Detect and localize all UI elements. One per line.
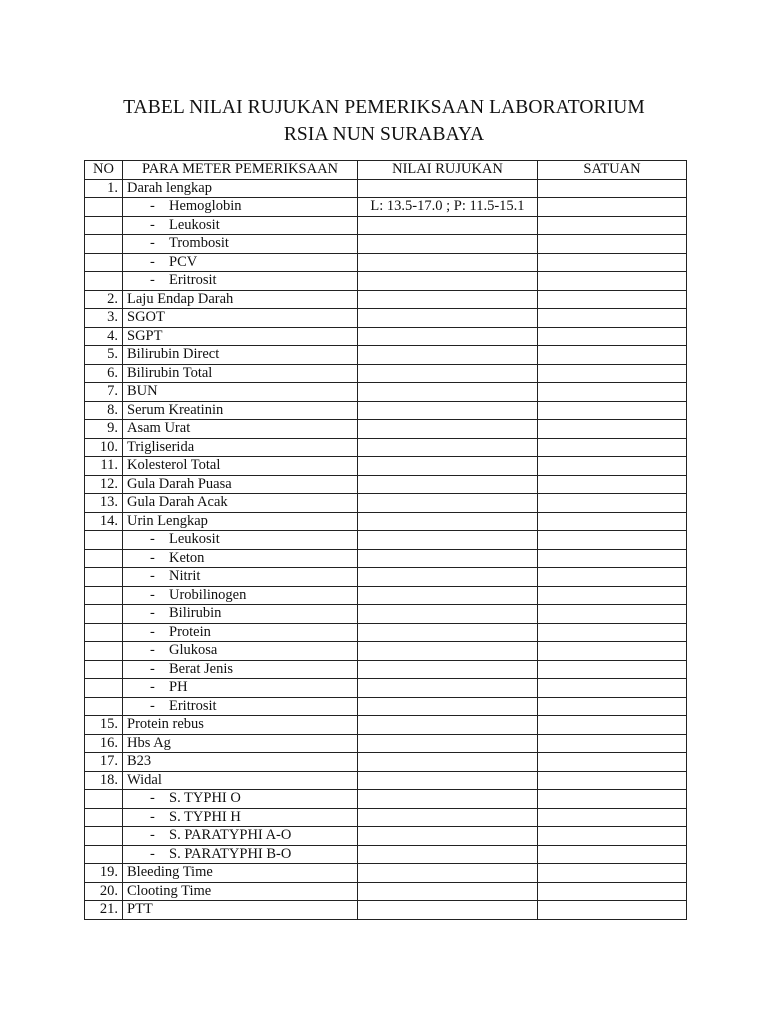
cell-satuan [538,697,687,716]
table-row [85,309,687,328]
cell-no: 16. [85,734,123,753]
cell-nilai-rujukan [358,771,538,790]
parameter-label: Keton [169,549,205,566]
parameter-label: Urobilinogen [169,586,247,603]
sub-item-dash: - [150,679,155,696]
cell-nilai-rujukan [358,438,538,457]
table-row [85,457,687,476]
cell-no: 14. [85,512,123,531]
cell-no [85,549,123,568]
sub-item-dash: - [150,586,155,603]
cell-satuan [538,290,687,309]
table-body [85,179,687,919]
cell-no [85,642,123,661]
table-row [85,420,687,439]
cell-satuan [538,327,687,346]
parameter-label: SGPT [127,327,163,344]
cell-nilai-rujukan [358,346,538,365]
table-row [85,808,687,827]
cell-no: 9. [85,420,123,439]
cell-satuan [538,531,687,550]
cell-parameter [123,660,358,679]
cell-nilai-rujukan [358,549,538,568]
table-row [85,771,687,790]
cell-satuan [538,901,687,920]
cell-no: 20. [85,882,123,901]
parameter-label: Trigliserida [127,438,195,455]
table-row [85,827,687,846]
cell-no [85,568,123,587]
table-row [85,383,687,402]
cell-no [85,697,123,716]
table-row [85,272,687,291]
cell-no: 1. [85,179,123,198]
table-row [85,549,687,568]
cell-nilai-rujukan [358,586,538,605]
cell-satuan [538,383,687,402]
cell-nilai-rujukan [358,864,538,883]
cell-nilai-rujukan [358,679,538,698]
cell-no: 6. [85,364,123,383]
table-row [85,753,687,772]
cell-parameter [123,864,358,883]
cell-no: 21. [85,901,123,920]
cell-satuan [538,457,687,476]
table-row [85,531,687,550]
parameter-label: Asam Urat [127,420,191,437]
sub-item-dash: - [150,642,155,659]
table-row [85,512,687,531]
table-row [85,327,687,346]
sub-item-dash: - [150,272,155,289]
table-row [85,235,687,254]
cell-parameter [123,253,358,272]
cell-nilai-rujukan [358,790,538,809]
table-row [85,864,687,883]
sub-item-dash: - [150,697,155,714]
cell-parameter [123,827,358,846]
cell-parameter [123,790,358,809]
cell-satuan [538,272,687,291]
parameter-label: Widal [127,771,162,788]
parameter-label: Laju Endap Darah [127,290,234,307]
cell-satuan [538,753,687,772]
header-nilai-rujukan: NILAI RUJUKAN [358,161,538,180]
cell-satuan [538,512,687,531]
cell-no [85,216,123,235]
cell-satuan [538,864,687,883]
cell-parameter [123,882,358,901]
parameter-label: SGOT [127,309,165,326]
cell-satuan [538,235,687,254]
cell-parameter [123,605,358,624]
table-row [85,845,687,864]
cell-satuan [538,642,687,661]
page-title [0,94,768,148]
cell-satuan [538,549,687,568]
sub-item-dash: - [150,216,155,233]
cell-parameter [123,845,358,864]
parameter-label: Gula Darah Acak [127,494,228,511]
cell-nilai-rujukan [358,642,538,661]
parameter-label: Protein rebus [127,716,204,733]
sub-item-dash: - [150,198,155,215]
cell-satuan [538,679,687,698]
cell-no: 11. [85,457,123,476]
table-row [85,790,687,809]
table-row [85,198,687,217]
cell-parameter [123,457,358,476]
cell-nilai-rujukan [358,827,538,846]
cell-parameter [123,290,358,309]
parameter-label: Nitrit [169,568,201,585]
cell-parameter [123,623,358,642]
sub-item-dash: - [150,531,155,548]
cell-parameter [123,771,358,790]
cell-parameter [123,198,358,217]
table-row [85,401,687,420]
cell-nilai-rujukan [358,364,538,383]
parameter-label: Glukosa [169,642,218,659]
cell-no: 2. [85,290,123,309]
cell-satuan [538,623,687,642]
cell-satuan [538,309,687,328]
cell-nilai-rujukan: L: 13.5-17.0 ; P: 11.5-15.1 [358,198,538,217]
cell-nilai-rujukan [358,901,538,920]
sub-item-dash: - [150,660,155,677]
cell-satuan [538,882,687,901]
parameter-label: Bilirubin Total [127,364,213,381]
cell-nilai-rujukan [358,660,538,679]
cell-nilai-rujukan [358,290,538,309]
cell-parameter [123,549,358,568]
parameter-label: S. TYPHI H [169,808,241,825]
cell-no [85,272,123,291]
title-line-2: RSIA NUN SURABAYA [283,124,485,145]
parameter-label: Bilirubin Direct [127,346,220,363]
cell-parameter [123,179,358,198]
parameter-label: Leukosit [169,531,220,548]
cell-nilai-rujukan [358,475,538,494]
cell-nilai-rujukan [358,808,538,827]
cell-nilai-rujukan [358,327,538,346]
cell-no [85,235,123,254]
parameter-label: Berat Jenis [169,660,234,677]
cell-parameter [123,327,358,346]
table-row [85,438,687,457]
table-row [85,290,687,309]
parameter-label: Hemoglobin [169,198,242,215]
cell-nilai-rujukan [358,235,538,254]
sub-item-dash: - [150,790,155,807]
cell-satuan [538,790,687,809]
cell-satuan [538,179,687,198]
cell-no: 15. [85,716,123,735]
parameter-label: Kolesterol Total [127,457,221,474]
parameter-label: S. PARATYPHI A-O [169,827,292,844]
parameter-label: Clooting Time [127,882,212,899]
table-row [85,586,687,605]
parameter-label: PTT [127,901,153,918]
cell-no: 4. [85,327,123,346]
sub-item-dash: - [150,235,155,252]
cell-no: 7. [85,383,123,402]
cell-parameter [123,512,358,531]
cell-parameter [123,364,358,383]
table-row [85,346,687,365]
sub-item-dash: - [150,827,155,844]
cell-parameter [123,216,358,235]
cell-satuan [538,827,687,846]
cell-no: 18. [85,771,123,790]
cell-satuan [538,438,687,457]
table-row [85,716,687,735]
parameter-label: BUN [127,383,158,400]
cell-satuan [538,660,687,679]
cell-satuan [538,420,687,439]
cell-satuan [538,198,687,217]
cell-nilai-rujukan [358,734,538,753]
cell-parameter [123,734,358,753]
parameter-label: Bleeding Time [127,864,213,881]
cell-satuan [538,586,687,605]
cell-parameter [123,438,358,457]
sub-item-dash: - [150,253,155,270]
cell-nilai-rujukan [358,179,538,198]
cell-parameter [123,401,358,420]
cell-no: 3. [85,309,123,328]
cell-no [85,253,123,272]
parameter-label: Serum Kreatinin [127,401,224,418]
parameter-label: Eritrosit [169,697,217,714]
cell-satuan [538,475,687,494]
cell-satuan [538,771,687,790]
table-row [85,734,687,753]
sub-item-dash: - [150,549,155,566]
cell-parameter [123,420,358,439]
cell-parameter [123,716,358,735]
cell-nilai-rujukan [358,753,538,772]
table-row [85,882,687,901]
table-row [85,642,687,661]
parameter-label: Leukosit [169,216,220,233]
table-row [85,605,687,624]
cell-satuan [538,494,687,513]
cell-parameter [123,383,358,402]
parameter-label: S. TYPHI O [169,790,241,807]
table-row [85,253,687,272]
cell-no [85,660,123,679]
cell-nilai-rujukan [358,845,538,864]
table-row [85,679,687,698]
cell-parameter [123,901,358,920]
sub-item-dash: - [150,623,155,640]
cell-no [85,790,123,809]
parameter-label: S. PARATYPHI B-O [169,845,292,862]
cell-nilai-rujukan [358,512,538,531]
table-row [85,475,687,494]
cell-parameter [123,235,358,254]
table-row [85,660,687,679]
parameter-label: Bilirubin [169,605,222,622]
table-row [85,623,687,642]
sub-item-dash: - [150,808,155,825]
parameter-label: Gula Darah Puasa [127,475,232,492]
cell-nilai-rujukan [358,697,538,716]
cell-no [85,586,123,605]
cell-nilai-rujukan [358,272,538,291]
sub-item-dash: - [150,605,155,622]
cell-no: 17. [85,753,123,772]
table-row [85,697,687,716]
cell-no: 10. [85,438,123,457]
cell-parameter [123,679,358,698]
cell-no [85,198,123,217]
cell-no: 19. [85,864,123,883]
header-parameter: PARA METER PEMERIKSAAN [123,161,358,180]
cell-nilai-rujukan [358,309,538,328]
cell-no: 12. [85,475,123,494]
cell-nilai-rujukan [358,568,538,587]
sub-item-dash: - [150,845,155,862]
parameter-label: PCV [169,253,198,270]
cell-nilai-rujukan [358,882,538,901]
cell-no: 5. [85,346,123,365]
cell-satuan [538,845,687,864]
cell-no [85,679,123,698]
cell-no [85,623,123,642]
lab-reference-table [84,160,687,920]
cell-parameter [123,475,358,494]
cell-parameter [123,568,358,587]
cell-no [85,827,123,846]
table-row [85,179,687,198]
cell-parameter [123,494,358,513]
cell-nilai-rujukan [358,716,538,735]
cell-satuan [538,808,687,827]
cell-parameter [123,808,358,827]
cell-satuan [538,716,687,735]
cell-no [85,605,123,624]
cell-parameter [123,586,358,605]
cell-satuan [538,346,687,365]
cell-parameter [123,531,358,550]
cell-nilai-rujukan [358,420,538,439]
cell-no: 8. [85,401,123,420]
table-row [85,494,687,513]
header-satuan: SATUAN [538,161,687,180]
sub-item-dash: - [150,568,155,585]
cell-parameter [123,642,358,661]
parameter-label: Trombosit [169,235,229,252]
parameter-label: Darah lengkap [127,179,212,196]
title-line-1: TABEL NILAI RUJUKAN PEMERIKSAAN LABORATORIUM [123,97,645,118]
cell-nilai-rujukan [358,216,538,235]
cell-no [85,531,123,550]
cell-satuan [538,253,687,272]
cell-parameter [123,753,358,772]
parameter-label: PH [169,679,188,696]
cell-satuan [538,216,687,235]
cell-nilai-rujukan [358,623,538,642]
table-row [85,901,687,920]
parameter-label: Protein [169,623,211,640]
cell-parameter [123,346,358,365]
cell-satuan [538,734,687,753]
cell-satuan [538,605,687,624]
cell-no [85,808,123,827]
cell-nilai-rujukan [358,383,538,402]
cell-nilai-rujukan [358,457,538,476]
header-no: NO [85,161,123,180]
cell-satuan [538,568,687,587]
cell-nilai-rujukan [358,401,538,420]
parameter-label: B23 [127,753,152,770]
table-row [85,568,687,587]
cell-nilai-rujukan [358,494,538,513]
table-row [85,216,687,235]
cell-satuan [538,401,687,420]
parameter-label: Urin Lengkap [127,512,208,529]
parameter-label: Eritrosit [169,272,217,289]
cell-no: 13. [85,494,123,513]
cell-nilai-rujukan [358,253,538,272]
table-header-row [85,161,687,180]
cell-no [85,845,123,864]
cell-nilai-rujukan [358,605,538,624]
cell-parameter [123,697,358,716]
cell-parameter [123,272,358,291]
cell-nilai-rujukan [358,531,538,550]
parameter-label: Hbs Ag [127,734,171,751]
table-row [85,364,687,383]
cell-parameter [123,309,358,328]
cell-satuan [538,364,687,383]
